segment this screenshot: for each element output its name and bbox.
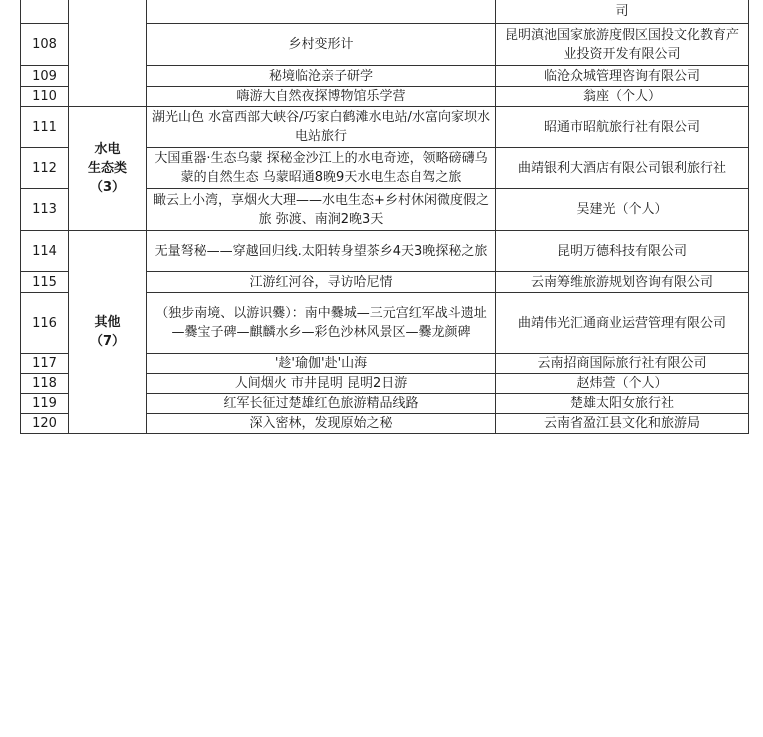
table-row xyxy=(21,107,749,148)
row-number: 108 xyxy=(21,24,69,66)
route-name: 江游红河谷，寻访哈尼情 xyxy=(147,272,496,293)
row-number xyxy=(21,0,69,24)
row-number: 111 xyxy=(21,107,69,148)
organization: 昆明万德科技有限公司 xyxy=(496,231,749,272)
route-table xyxy=(20,0,749,434)
route-name: 红军长征过楚雄红色旅游精品线路 xyxy=(147,394,496,414)
route-name: 大国重器·生态乌蒙 探秘金沙江上的水电奇迹，领略磅礴乌蒙的自然生态 乌蒙昭通8晚9天水电生态自驾之旅 xyxy=(147,148,496,189)
row-number: 114 xyxy=(21,231,69,272)
organization: 翁座（个人） xyxy=(496,87,749,107)
organization: 云南筹维旅游规划咨询有限公司 xyxy=(496,272,749,293)
route-name: 湖光山色 水富西部大峡谷/巧家白鹤滩水电站/水富向家坝水电站旅行 xyxy=(147,107,496,148)
row-number: 112 xyxy=(21,148,69,189)
category-count: （7） xyxy=(89,334,126,349)
table-row xyxy=(21,0,749,24)
route-name: 嗨游大自然夜探博物馆乐学营 xyxy=(147,87,496,107)
organization: 曲靖银利大酒店有限公司银利旅行社 xyxy=(496,148,749,189)
route-name: 瞰云上小湾，享烟火大理——水电生态+乡村休闲微度假之旅 弥渡、南涧2晚3天 xyxy=(147,189,496,231)
organization: 曲靖伟光汇通商业运营管理有限公司 xyxy=(496,293,749,354)
route-name xyxy=(147,0,496,24)
row-number: 120 xyxy=(21,414,69,434)
category-hydro-eco xyxy=(69,107,147,231)
route-name: 人间烟火 市井昆明 昆明2日游 xyxy=(147,374,496,394)
organization: 赵炜萱（个人） xyxy=(496,374,749,394)
table-row xyxy=(21,231,749,272)
organization: 昭通市昭航旅行社有限公司 xyxy=(496,107,749,148)
organization: 昆明滇池国家旅游度假区国投文化教育产业投资开发有限公司 xyxy=(496,24,749,66)
category-label: 生态类 xyxy=(87,161,127,176)
row-number: 119 xyxy=(21,394,69,414)
category-count: （3） xyxy=(89,180,126,195)
organization: 司 xyxy=(496,0,749,24)
row-number: 118 xyxy=(21,374,69,394)
category-other xyxy=(69,231,147,434)
row-number: 117 xyxy=(21,354,69,374)
row-number: 116 xyxy=(21,293,69,354)
category-cell xyxy=(69,0,147,107)
organization: 临沧众城管理咨询有限公司 xyxy=(496,66,749,87)
organization: 云南省盈江县文化和旅游局 xyxy=(496,414,749,434)
route-name: 深入密林，发现原始之秘 xyxy=(147,414,496,434)
route-name: 乡村变形计 xyxy=(147,24,496,66)
category-label: 水电 xyxy=(94,142,121,157)
organization: 楚雄太阳女旅行社 xyxy=(496,394,749,414)
organization: 云南招商国际旅行社有限公司 xyxy=(496,354,749,374)
route-name: 无量弩秘——穿越回归线.太阳转身望茶乡4天3晚探秘之旅 xyxy=(147,231,496,272)
row-number: 109 xyxy=(21,66,69,87)
organization: 吴建光（个人） xyxy=(496,189,749,231)
row-number: 113 xyxy=(21,189,69,231)
row-number: 115 xyxy=(21,272,69,293)
row-number: 110 xyxy=(21,87,69,107)
route-name: '趁'瑜伽'赴'山海 xyxy=(147,354,496,374)
category-label: 其他 xyxy=(94,315,121,330)
route-name: （独步南境、以游识爨）：南中爨城—三元宫红军战斗遗址—爨宝子碑—麒麟水乡—彩色沙林风景区—爨龙颜碑 xyxy=(147,293,496,354)
route-name: 秘境临沧亲子研学 xyxy=(147,66,496,87)
